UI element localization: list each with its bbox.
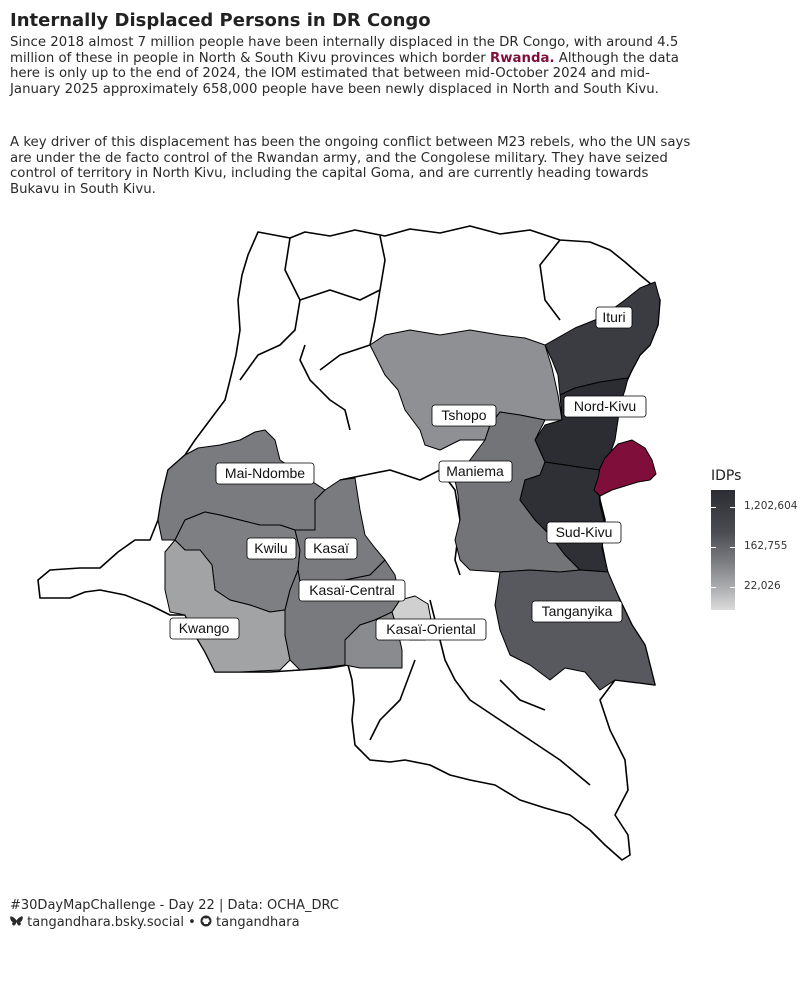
legend-color-bar bbox=[711, 490, 735, 610]
label-kasai-central bbox=[299, 580, 405, 601]
github-handle-link[interactable]: tangandhara bbox=[216, 915, 300, 930]
footer-credit: #30DayMapChallenge - Day 22 | Data: OCHA_DRC bbox=[10, 898, 339, 913]
github-icon bbox=[200, 915, 216, 930]
legend-tick bbox=[711, 547, 716, 548]
butterfly-icon bbox=[10, 915, 27, 930]
label-tshopo-text: Tshopo bbox=[441, 407, 487, 423]
label-mai-ndombe-text: Mai-Ndombe bbox=[224, 465, 306, 481]
bluesky-handle-link[interactable]: tangandhara.bsky.social bbox=[27, 915, 184, 930]
legend-tick bbox=[711, 587, 716, 588]
label-kwango bbox=[170, 618, 239, 639]
label-maniema bbox=[439, 461, 512, 482]
legend-label-high: 1,202,604 bbox=[744, 500, 798, 512]
label-kasai-oriental bbox=[376, 619, 486, 640]
legend-label-mid: 162,755 bbox=[744, 540, 788, 552]
legend-tick bbox=[711, 507, 716, 508]
intro-text-after: Although the data here is only up to the end of 2024, the IOM estimated that between mid-October 2024 and mid-January 2025 approximately 658,000 people have been newly displaced in North and South Kivu. bbox=[10, 50, 679, 97]
footer-social bbox=[10, 915, 300, 930]
legend-title: IDPs bbox=[711, 468, 742, 484]
legend-tick bbox=[730, 547, 735, 548]
label-kwilu bbox=[247, 538, 296, 559]
conflict-paragraph: A key driver of this displacement has been the ongoing conflict between M23 rebels, who the UN says are under the de facto control of the Rwandan army, and the Congolese military. They have seized control of territory in North Kivu, including the capital Goma, and are currently heading towards Bukavu in South Kivu. bbox=[10, 135, 691, 197]
intro-text-before: Since 2018 almost 7 million people have been internally displaced in the DR Congo, with around 4.5 million of these in people in North & South Kivu provinces which border bbox=[10, 35, 679, 66]
footer-separator: • bbox=[188, 915, 196, 930]
label-ituri-text: Ituri bbox=[602, 309, 626, 325]
legend-tick bbox=[730, 507, 735, 508]
label-kwango-text: Kwango bbox=[178, 620, 230, 636]
label-ituri bbox=[596, 307, 632, 328]
label-nord-kivu bbox=[564, 396, 646, 417]
label-tanganyika bbox=[532, 601, 622, 622]
label-kasai-oriental-text: Kasaï-Oriental bbox=[386, 621, 476, 637]
label-sud-kivu bbox=[547, 522, 621, 543]
legend-label-low: 22,026 bbox=[744, 580, 781, 592]
rwanda-highlight: Rwanda. bbox=[490, 50, 555, 66]
label-nord-kivu-text: Nord-Kivu bbox=[573, 398, 637, 414]
label-kasai-text: Kasaï bbox=[313, 540, 349, 556]
legend-tick bbox=[730, 587, 735, 588]
label-mai-ndombe bbox=[216, 463, 314, 484]
label-tshopo bbox=[432, 405, 496, 426]
label-maniema-text: Maniema bbox=[446, 463, 504, 479]
label-kasai-central-text: Kasaï-Central bbox=[309, 582, 395, 598]
label-tanganyika-text: Tanganyika bbox=[541, 603, 613, 619]
label-kasai bbox=[305, 538, 357, 559]
page-title: Internally Displaced Persons in DR Congo bbox=[10, 10, 431, 31]
label-kwilu-text: Kwilu bbox=[254, 540, 288, 556]
label-sud-kivu-text: Sud-Kivu bbox=[555, 524, 613, 540]
